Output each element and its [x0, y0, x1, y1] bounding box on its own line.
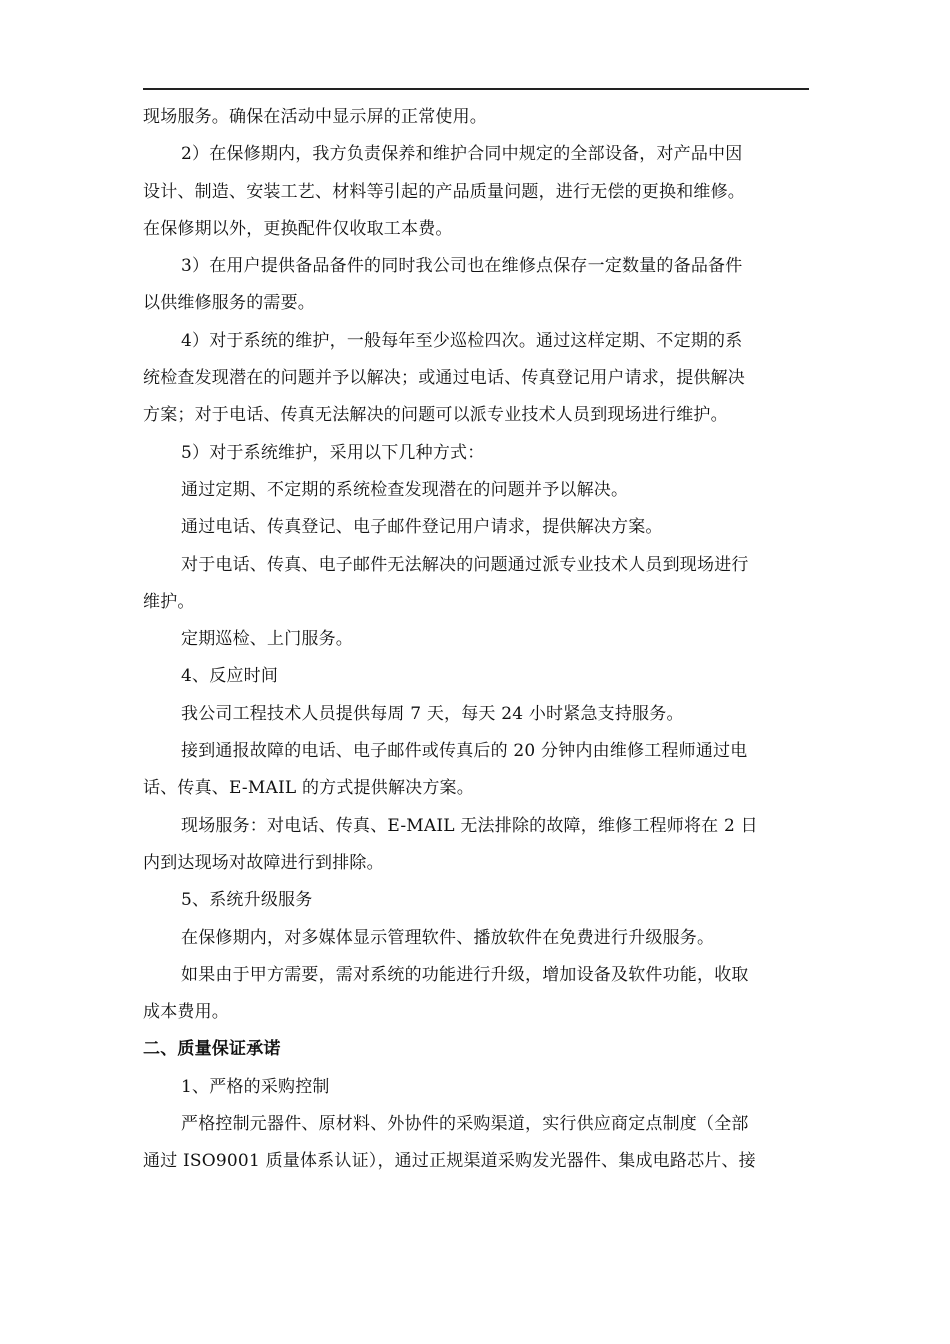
header-rule	[143, 88, 809, 90]
text-line: 通过电话、传真登记、电子邮件登记用户请求，提供解决方案。	[181, 517, 663, 538]
text-line: 成本费用。	[143, 1002, 229, 1023]
text-line: 如果由于甲方需要，需对系统的功能进行升级，增加设备及软件功能，收取	[181, 964, 749, 985]
text-line: 接到通报故障的电话、电子邮件或传真后的 20 分钟内由维修工程师通过电	[181, 741, 748, 762]
text-line: 5）对于系统维护，采用以下几种方式：	[181, 442, 485, 463]
text-line: 内到达现场对故障进行到排除。	[143, 852, 384, 873]
text-line: 4）对于系统的维护，一般每年至少巡检四次。通过这样定期、不定期的系	[181, 330, 743, 351]
text-line: 我公司工程技术人员提供每周 7 天，每天 24 小时紧急支持服务。	[181, 703, 684, 724]
text-line: 4、反应时间	[181, 666, 279, 687]
text-line: 维护。	[143, 591, 195, 612]
text-line: 方案；对于电话、传真无法解决的问题可以派专业技术人员到现场进行维护。	[143, 405, 728, 426]
document-body	[143, 99, 815, 1181]
text-line: 定期巡检、上门服务。	[181, 629, 353, 650]
text-line: 以供维修服务的需要。	[143, 293, 315, 314]
section-heading: 二、质量保证承诺	[143, 1039, 281, 1060]
text-line: 通过定期、不定期的系统检查发现潜在的问题并予以解决。	[181, 479, 629, 500]
text-line: 严格控制元器件、原材料、外协件的采购渠道，实行供应商定点制度（全部	[181, 1114, 749, 1135]
text-line: 统检查发现潜在的问题并予以解决；或通过电话、传真登记用户请求，提供解决	[143, 368, 745, 389]
text-line: 在保修期内，对多媒体显示管理软件、播放软件在免费进行升级服务。	[181, 927, 715, 948]
text-line: 现场服务。确保在活动中显示屏的正常使用。	[143, 107, 487, 127]
text-line: 现场服务：对电话、传真、E-MAIL 无法排除的故障，维修工程师将在 2 日	[181, 815, 758, 836]
text-line: 2）在保修期内，我方负责保养和维护合同中规定的全部设备，对产品中因	[181, 144, 743, 165]
text-line: 在保修期以外，更换配件仅收取工本费。	[143, 218, 453, 239]
text-line: 1、严格的采购控制	[181, 1076, 330, 1097]
text-line: 设计、制造、安装工艺、材料等引起的产品质量问题，进行无偿的更换和维修。	[143, 181, 745, 202]
text-line: 对于电话、传真、电子邮件无法解决的问题通过派专业技术人员到现场进行	[181, 554, 749, 575]
text-line: 通过 ISO9001 质量体系认证），通过正规渠道采购发光器件、集成电路芯片、接	[143, 1151, 756, 1172]
text-line: 3）在用户提供备品备件的同时我公司也在维修点保存一定数量的备品备件	[181, 256, 743, 277]
text-line: 5、系统升级服务	[181, 890, 313, 911]
text-line: 话、传真、E-MAIL 的方式提供解决方案。	[143, 778, 474, 799]
